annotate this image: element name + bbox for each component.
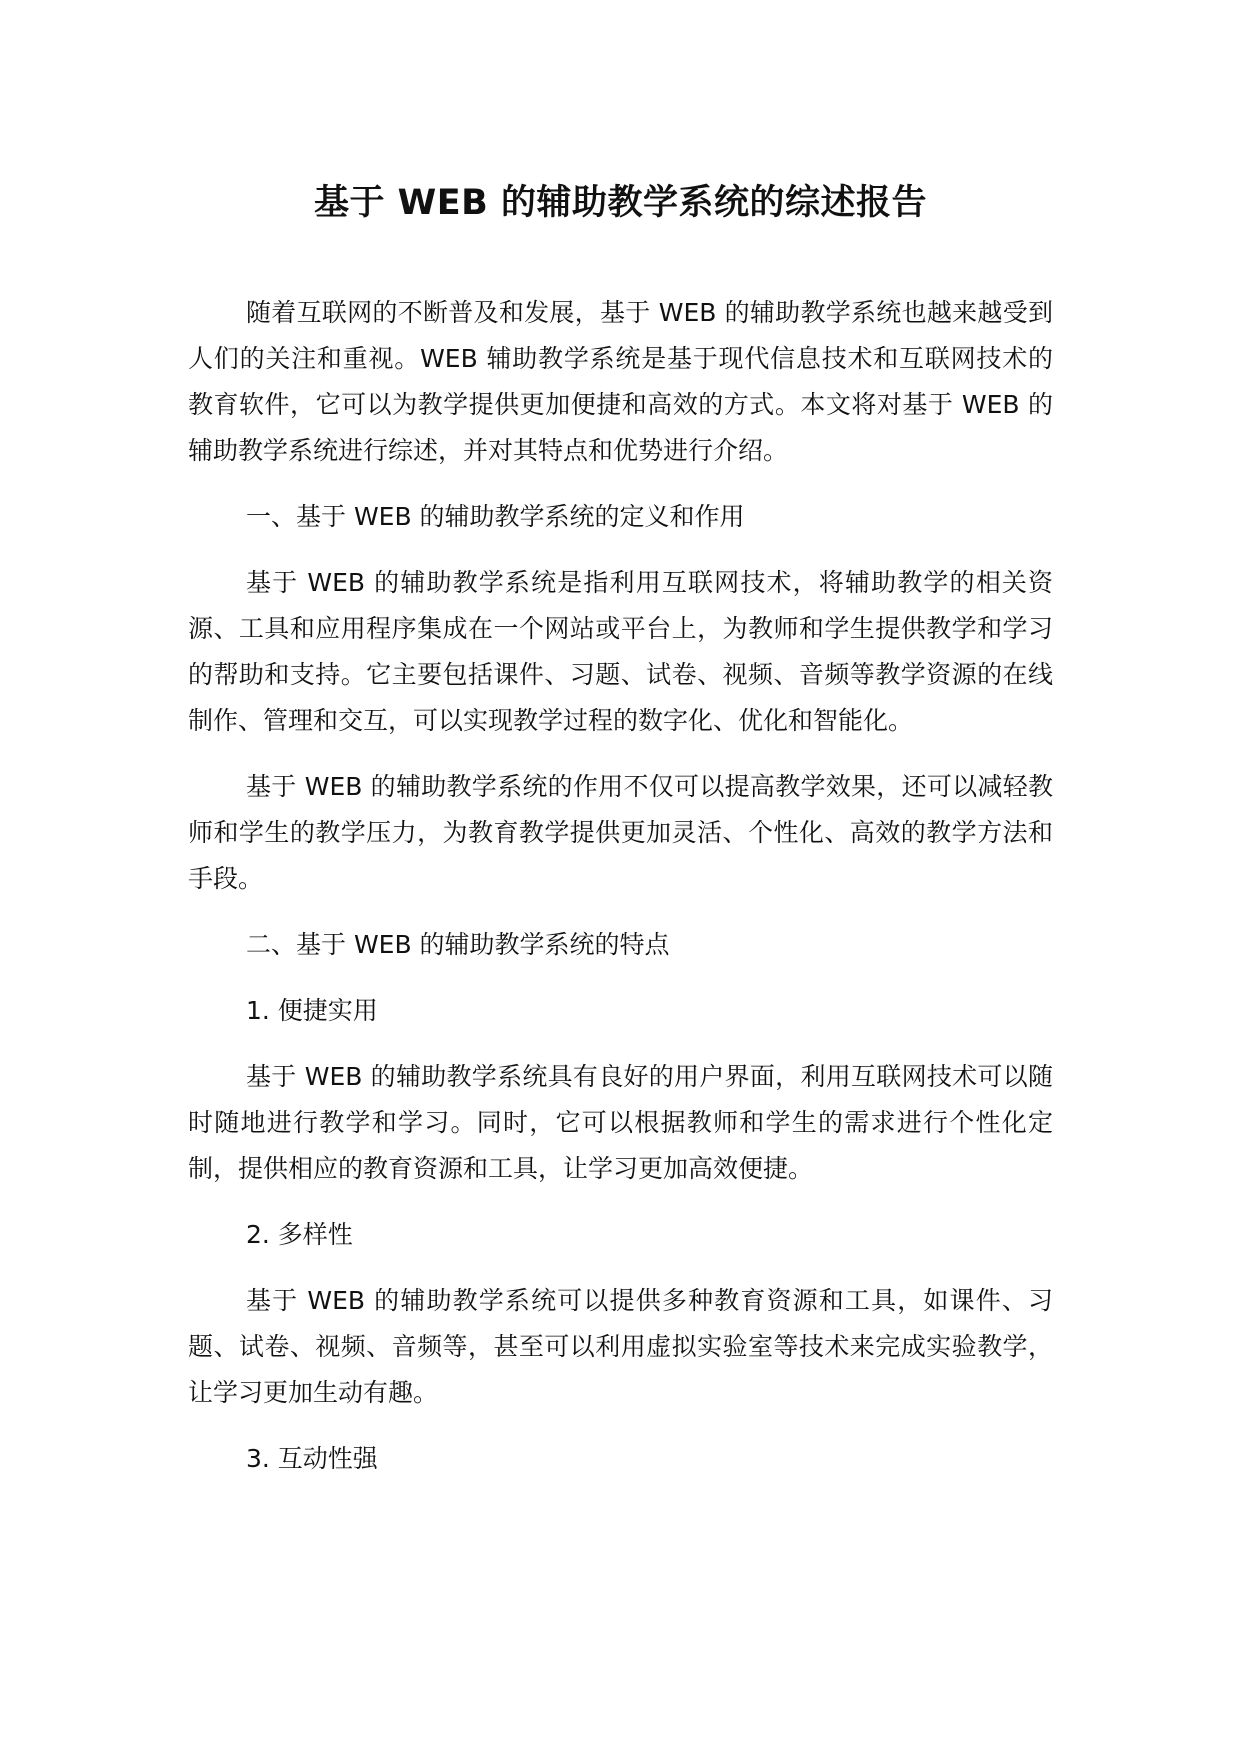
- subheading-convenient: 1. 便捷实用: [246, 996, 378, 1025]
- document-body: [188, 290, 1053, 1502]
- role-paragraph: 基于 WEB 的辅助教学系统的作用不仅可以提高教学效果，还可以减轻教师和学生的教学压力，为教育教学提供更加灵活、个性化、高效的教学方法和手段。: [188, 772, 1053, 893]
- convenient-paragraph: 基于 WEB 的辅助教学系统具有良好的用户界面，利用互联网技术可以随时随地进行教学和学习。同时，它可以根据教师和学生的需求进行个性化定制，提供相应的教育资源和工具，让学习更加高效便捷。: [188, 1062, 1053, 1183]
- document-title: 基于 WEB 的辅助教学系统的综述报告: [313, 183, 928, 223]
- section-heading-features: 二、基于 WEB 的辅助教学系统的特点: [246, 930, 670, 959]
- intro-paragraph: 随着互联网的不断普及和发展，基于 WEB 的辅助教学系统也越来越受到人们的关注和重视。WEB 辅助教学系统是基于现代信息技术和互联网技术的教育软件，它可以为教学提供更加便捷和高效的方式。本文将对基于 WEB 的辅助教学系统进行综述，并对其特点和优势进行介绍。: [188, 298, 1053, 465]
- subheading-diversity: 2. 多样性: [246, 1220, 353, 1249]
- section-heading-definition: 一、基于 WEB 的辅助教学系统的定义和作用: [246, 502, 745, 531]
- definition-paragraph: 基于 WEB 的辅助教学系统是指利用互联网技术，将辅助教学的相关资源、工具和应用程序集成在一个网站或平台上，为教师和学生提供教学和学习的帮助和支持。它主要包括课件、习题、试卷、视频、音频等教学资源的在线制作、管理和交互，可以实现教学过程的数字化、优化和智能化。: [188, 568, 1053, 735]
- subheading-interactivity: 3. 互动性强: [246, 1444, 378, 1473]
- diversity-paragraph: 基于 WEB 的辅助教学系统可以提供多种教育资源和工具，如课件、习题、试卷、视频、音频等，甚至可以利用虚拟实验室等技术来完成实验教学，让学习更加生动有趣。: [188, 1286, 1053, 1407]
